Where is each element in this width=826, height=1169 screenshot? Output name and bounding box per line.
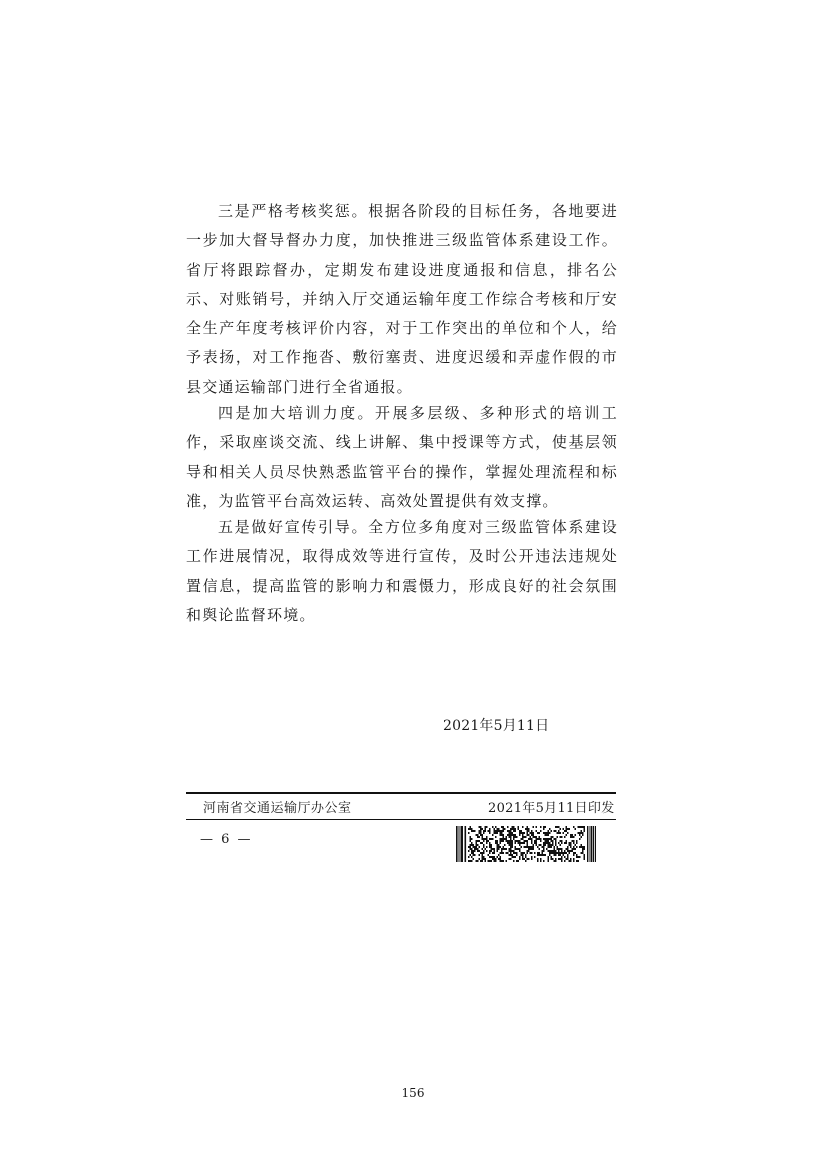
body-paragraph-2: 四是加大培训力度。开展多层级、多种形式的培训工作，采取座谈交流、线上讲解、集中授课等方式，使基层领导和相关人员尽快熟悉监管平台的操作，掌握处理流程和标准，为监管平台高效运转、高效处置提供有效支撑。 (186, 404, 618, 510)
body-paragraph-3: 五是做好宣传引导。全方位多角度对三级监管体系建设工作进展情况，取得成效等进行宣传，及时公开违法违规处置信息，提高监管的影响力和震慑力，形成良好的社会氛围和舆论监督环境。 (186, 518, 618, 624)
page-number: 156 (401, 1086, 425, 1100)
footer-bottom-rule (186, 819, 616, 820)
barcode-icon (456, 826, 596, 862)
footer-issuer: 河南省交通运输厅办公室 (203, 801, 352, 816)
page-marker: — 6 — (200, 832, 253, 847)
footer-printed-date: 2021年5月11日印发 (488, 801, 615, 816)
signature-date: 2021年5月11日 (443, 718, 550, 734)
body-paragraph-1: 三是严格考核奖惩。根据各阶段的目标任务，各地要进一步加大督导督办力度，加快推进三级监管体系建设工作。省厅将跟踪督办，定期发布建设进度通报和信息，排名公示、对账销号，并纳入厅交通运输年度工作综合考核和厅安全生产年度考核评价内容，对于工作突出的单位和个人，给予表扬，对工作拖沓、敷衍塞责、进度迟缓和弄虚作假的市县交通运输部门进行全省通报。 (186, 202, 618, 396)
footer-top-rule (186, 792, 616, 794)
